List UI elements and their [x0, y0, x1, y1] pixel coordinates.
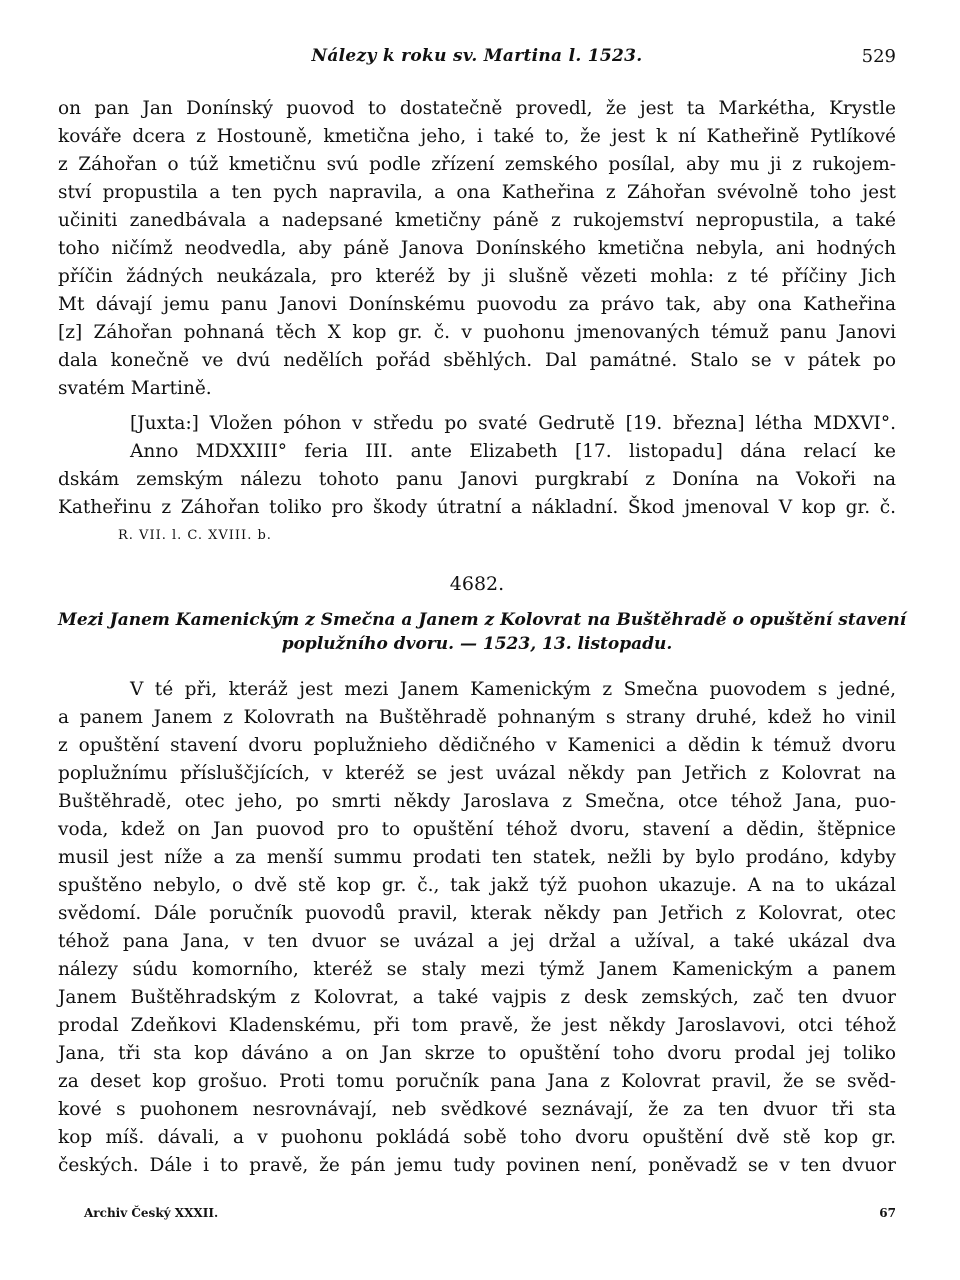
text-line: dala konečně ve dvú nedělích pořád sběhlých. Dal památné. Stalo se v pátek po [58, 350, 896, 371]
text-line: dskám zemským nálezu tohoto panu Janovi purgkrabí z Donína na Vokoři na [58, 469, 896, 490]
text-line: on pan Jan Donínský puovod to dostatečně provedl, že jest ta Markétha, Krystle [58, 98, 896, 119]
text-line: kové s puohonem nesrovnávají, neb svědkové seznávají, že za ten dvuor tři sta [58, 1099, 896, 1120]
text-line: V té při, kteráž jest mezi Janem Kamenickým z Smečna puovodem s jedné, [130, 679, 896, 700]
footer-signature: Archiv Český XXXII. [84, 1206, 219, 1220]
text-line: za deset kop grošuo. Proti tomu poručník pana Jana z Kolovrat pravil, že se svěd- [58, 1071, 896, 1092]
text-line: musil jest níže a za menší summu prodati ten statek, nežli by bylo prodáno, kdyby [58, 847, 896, 868]
text-line: [Juxta:] Vložen póhon v středu po svaté Gedrutě [19. března] létha MDXVI°. [130, 413, 896, 434]
text-line: svědomí. Dále poručník puovodů pravil, kterak někdy pan Jetřich z Kolovrat, otec [58, 903, 896, 924]
entry-number: 4682. [449, 573, 505, 595]
running-head [58, 46, 896, 70]
page-number: 529 [861, 46, 896, 67]
page-footer [58, 1206, 896, 1226]
text-line: příčin žádných neukázala, pro kteréž by ji slušně vězeti mohla: z té příčiny Jich [58, 266, 896, 287]
text-line: českých. Dále i to pravě, že pán jemu tudy povinen není, poněvadž se v ten dvuor [58, 1155, 896, 1176]
text-line: [z] Záhořan pohnaná těch X kop gr. č. v puohonu jmenovaných témuž panu Janovi [58, 322, 896, 343]
text-line: Mt dávají jemu panu Janovi Donínskému puovodu za právo tak, aby ona Katheřina [58, 294, 896, 315]
text-line: voda, kdež on Jan puovod pro to opuštění téhož dvoru, stavení a dědin, štěpnice [58, 819, 896, 840]
source-reference: R. VII. l. C. XVIII. b. [118, 528, 272, 543]
text-line: učiniti zanedbávala a nadepsané kmetičny páně z rukojemství nepropustila, a také [58, 210, 896, 231]
text-line: Janem Buštěhradským z Kolovrat, a také vajpis z desk zemských, zač ten dvuor [58, 987, 896, 1008]
footer-sheet-number: 67 [879, 1206, 896, 1220]
text-line: kop míš. dávali, a v puohonu pokládá sobě toho dvoru opuštění dvě stě kop gr. [58, 1127, 896, 1148]
text-line: a panem Janem z Kolovrath na Buštěhradě pohnaným s strany druhé, kdež ho vinil [58, 707, 896, 728]
text-line: svatém Martině. [58, 378, 212, 399]
text-line: téhož pana Jana, v ten dvuor se uvázal a jej držal a užíval, a také ukázal dva [58, 931, 896, 952]
entry-title: Mezi Janem Kamenickým z Smečna a Janem z Kolovrat na Buštěhradě o opuštění stavení [58, 610, 907, 630]
text-line: prodal Zdeňkovi Kladenskému, při tom pravě, že jest někdy Jaroslavovi, otci téhož [58, 1015, 896, 1036]
text-line: poplužnímu přísluščjících, v kteréž se jest uvázal někdy pan Jetřich z Kolovrat na [58, 763, 896, 784]
entry-title: poplužního dvoru. — 1523, 13. listopadu. [281, 634, 673, 654]
running-title: Nálezy k roku sv. Martina l. 1523. [311, 46, 643, 66]
text-line: z Záhořan o túž kmetičnu svú podle zřízení zemského posílal, aby mu ji z rukojem- [58, 154, 896, 175]
text-line: kováře dcera z Hostouně, kmetična jeho, i také to, že jest k ní Katheřině Pytlíkové [58, 126, 896, 147]
text-line: nálezy súdu komorního, kteréž se staly mezi týmž Janem Kamenickým a panem [58, 959, 896, 980]
text-line: Buštěhradě, otec jeho, po smrti někdy Jaroslava z Smečna, otce téhož Jana, puo- [58, 791, 896, 812]
text-line: z opuštění stavení dvoru poplužnieho dědičného v Kamenici a dědin k témuž dvoru [58, 735, 896, 756]
text-line: Katheřinu z Záhořan toliko pro škody útratní a nákladní. Škod jmenoval V kop gr. č. [58, 497, 896, 518]
text-line: Jana, tři sta kop dáváno a on Jan skrze to opuštění toho dvoru prodal jej toliko [58, 1043, 896, 1064]
text-line: spuštěno nebylo, o dvě stě kop gr. č., tak jakž týž puohon ukazuje. A na to ukázal [58, 875, 896, 896]
text-line: ství propustila a ten pych napravila, a ona Katheřina z Záhořan svévolně toho jest [58, 182, 896, 203]
text-line: Anno MDXXIII° feria III. ante Elizabeth [17. listopadu] dána relací ke [130, 441, 896, 462]
text-line: toho ničímž neodvedla, aby páně Janova Donínského kmetična nebyla, ani hodných [58, 238, 896, 259]
